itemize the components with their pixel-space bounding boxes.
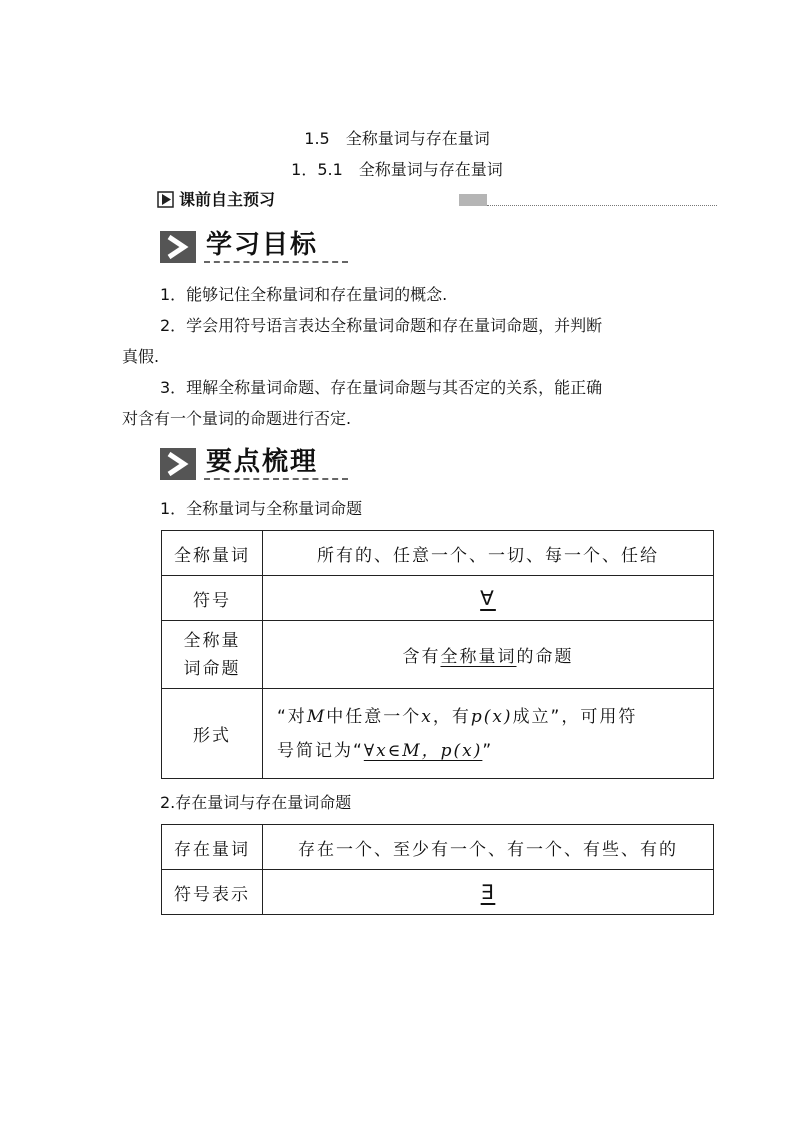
table-cell-label: 存在量词 [162,825,263,870]
chevron-right-icon [160,448,196,480]
objective-1: 1．能够记住全称量词和存在量词的概念. [160,285,448,304]
table-cell-label: 形式 [162,689,263,779]
math-var: M [306,706,327,727]
table-cell-value [263,689,714,779]
heading-underline [204,261,348,263]
table-cell-value: 所有的、任意一个、一切、每一个、任给 [263,531,714,576]
table-cell-value [263,576,714,621]
objective-3-line2: 对含有一个量词的命题进行否定. [122,409,352,428]
table-cell-label: 符号 [162,576,263,621]
text-segment: ，有 [432,706,471,727]
table-row [162,621,714,689]
heading-underline [204,478,348,480]
subsection-title: 1．5.1 全称量词与存在量词 [291,160,503,179]
table-cell-value [263,621,714,689]
math-formula: ∀x∈M，p(x) [363,740,483,761]
math-var: p(x) [470,706,513,727]
keypoints-title: 要点梳理 [206,447,319,477]
table-row [162,870,714,915]
chevron-right-icon [160,231,196,263]
keypoint-2-title: 2.存在量词与存在量词命题 [160,793,352,812]
objective-2-line1: 2．学会用符号语言表达全称量词命题和存在量词命题，并判断 [160,316,603,335]
preview-bar [157,189,717,211]
preview-label: 课前自主预习 [179,190,276,209]
objectives-title: 学习目标 [206,230,319,260]
text-segment: ” [482,740,494,761]
table-cell-value: 存在一个、至少有一个、有一个、有些、有的 [263,825,714,870]
forall-symbol: ∀ [480,586,496,610]
table-cell-label [162,621,263,689]
universal-quantifier-table [161,530,714,779]
formula [364,741,483,761]
objective-3-line1: 3．理解全称量词命题、存在量词命题与其否定的关系，能正确 [160,378,603,397]
objective-2-line2: 真假. [122,347,160,366]
play-icon [157,191,174,208]
label-line-1: 全称量 [183,630,241,651]
math-var: x [421,706,433,727]
label-line-2: 词命题 [183,658,241,679]
text-segment: 中任意一个 [326,706,422,727]
table-row [162,576,714,621]
table-cell-value [263,870,714,915]
text-segment: “对 [277,706,307,727]
existential-quantifier-table [161,824,714,915]
table-cell-label: 全称量词 [162,531,263,576]
table-row [162,825,714,870]
text-segment: 含有 [402,647,441,667]
text-segment: 号简记为“ [277,740,364,761]
table-row [162,531,714,576]
exists-symbol: ∃ [480,880,496,904]
table-row [162,689,714,779]
table-cell-label: 符号表示 [162,870,263,915]
keypoint-1-title: 1．全称量词与全称量词命题 [160,499,363,518]
section-title: 1.5 全称量词与存在量词 [304,129,490,148]
text-segment: 的命题 [516,647,574,667]
preview-divider [487,205,717,206]
underlined-term: 全称量词 [440,647,517,667]
text-segment: 成立”，可用符 [512,706,638,727]
preview-block [459,194,487,206]
